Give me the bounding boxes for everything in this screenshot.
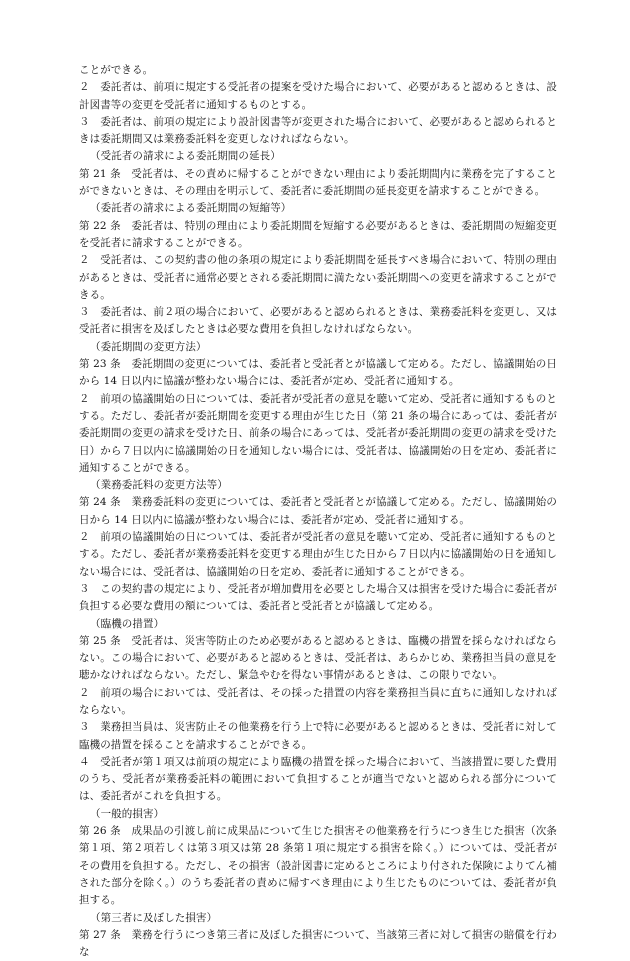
paragraph: ２ 前項の協議開始の日については、委託者が受託者の意見を聴いて定め、受託者に通知するものとする。ただし、委託者が業務委託料を変更する理由が生じた日から７日以内に協議開始の日を通知しない場合には、受託者は、協議開始の日を定め、委託者に通知することができる。 bbox=[79, 531, 557, 578]
paragraph: ２ 受託者は、この契約書の他の条項の規定により委託期間を延長すべき場合において、特別の理由があるときは、受託者に通常必要とされる委託期間に満たない委託期間への変更を請求することができる。 bbox=[79, 254, 557, 301]
paragraph: ３ 委託者は、前項の規定により設計図書等が変更された場合において、必要があると認められるときは委託期間又は業務委託料を変更しなければならない。 bbox=[79, 115, 557, 146]
paragraph: ３ 業務担当員は、災害防止その他業務を行う上で特に必要があると認めるときは、受託者に対して臨機の措置を採ることを請求することができる。 bbox=[79, 721, 557, 751]
article-heading: （業務委託料の変更方法等） bbox=[90, 479, 228, 492]
paragraph: ４ 受託者が第１項又は前項の規定により臨機の措置を採った場合において、当該措置に要した費用のうち、受託者が業務委託料の範囲において負担することが適当でないと認められる部分については、委託者がこれを負担する。 bbox=[79, 755, 557, 803]
paragraph: ２ 前項の協議開始の日については、委託者が受託者の意見を聴いて定め、受託者に通知するものとする。ただし、委託者が委託期間を変更する理由が生じた日（第 21 条の場合にあっては、委託者が委託期間の変更の請求を受けた日、前条の場合にあっては、受託者が委託期間の変更の請求を受けた日）から７日以内に協議開始の日を通知しない場合には、受託者は、協議開始の日を定め、委託者に通知することができる。 bbox=[79, 392, 557, 474]
article-heading: （臨機の措置） bbox=[90, 617, 165, 630]
paragraph: ことができる。 bbox=[79, 64, 154, 76]
paragraph: ２ 委託者は、前項に規定する受託者の提案を受けた場合において、必要があると認めるときは、設計図書等の変更を受託者に通知するものとする。 bbox=[79, 81, 557, 111]
article-heading: （委託期間の変更方法） bbox=[90, 340, 207, 353]
paragraph: 第 26 条 成果品の引渡し前に成果品について生じた損害その他業務を行うにつき生じた損害（次条第１項、第２項若しくは第３項又は第 28 条第１項に規定する損害を除く。）については、受託者がその費用を負担する。ただし、その損害（設計図書に定めるところにより付された保険によりてん補された部分を除く。）のうち委託者の責めに帰すべき理由により生じたものについては、委託者が負担する。 bbox=[79, 825, 557, 907]
article-heading: （委託者の請求による委託期間の短縮等） bbox=[90, 202, 292, 215]
article-heading: （一般的損害） bbox=[90, 807, 165, 820]
paragraph: 第 27 条 業務を行うにつき第三者に及ぼした損害について、当該第三者に対して損害の賠償を行わな bbox=[79, 928, 557, 959]
article-heading: （第三者に及ぼした損害） bbox=[90, 911, 218, 924]
article-heading: （受託者の請求による委託期間の延長） bbox=[90, 150, 281, 163]
paragraph: 第 21 条 受託者は、その責めに帰することができない理由により委託期間内に業務を完了することができないときは、その理由を明示して、委託者に委託期間の延長変更を請求することができる。 bbox=[79, 167, 557, 198]
paragraph: 第 25 条 受託者は、災害等防止のため必要があると認めるときは、臨機の措置を採らなければならない。この場合において、必要があると認めるときは、受託者は、あらかじめ、業務担当員の意見を聴かなければならない。ただし、緊急やむを得ない事情があるときは、この限りでない。 bbox=[79, 634, 557, 682]
paragraph: 第 24 条 業務委託料の変更については、委託者と受託者とが協議して定める。ただし、協議開始の日から 14 日以内に協議が整わない場合には、委託者が定め、受託者に通知する。 bbox=[79, 496, 557, 526]
paragraph: ３ 委託者は、前２項の場合において、必要があると認められるときは、業務委託料を変更し、又は受託者に損害を及ぼしたときは必要な費用を負担しなければならない。 bbox=[79, 306, 557, 336]
paragraph: 第 22 条 委託者は、特別の理由により委託期間を短縮する必要があるときは、委託期間の短縮変更を受託者に請求することができる。 bbox=[79, 219, 557, 249]
contract-page bbox=[79, 62, 557, 961]
paragraph: ３ この契約書の規定により、受託者が増加費用を必要とした場合又は損害を受けた場合に委託者が負担する必要な費用の額については、委託者と受託者とが協議して定める。 bbox=[79, 582, 557, 613]
paragraph: ２ 前項の場合においては、受託者は、その採った措置の内容を業務担当員に直ちに通知しなければならない。 bbox=[79, 686, 557, 716]
paragraph: 第 23 条 委託期間の変更については、委託者と受託者とが協議して定める。ただし、協議開始の日から 14 日以内に協議が整わない場合には、委託者が定め、受託者に通知する。 bbox=[79, 358, 557, 388]
